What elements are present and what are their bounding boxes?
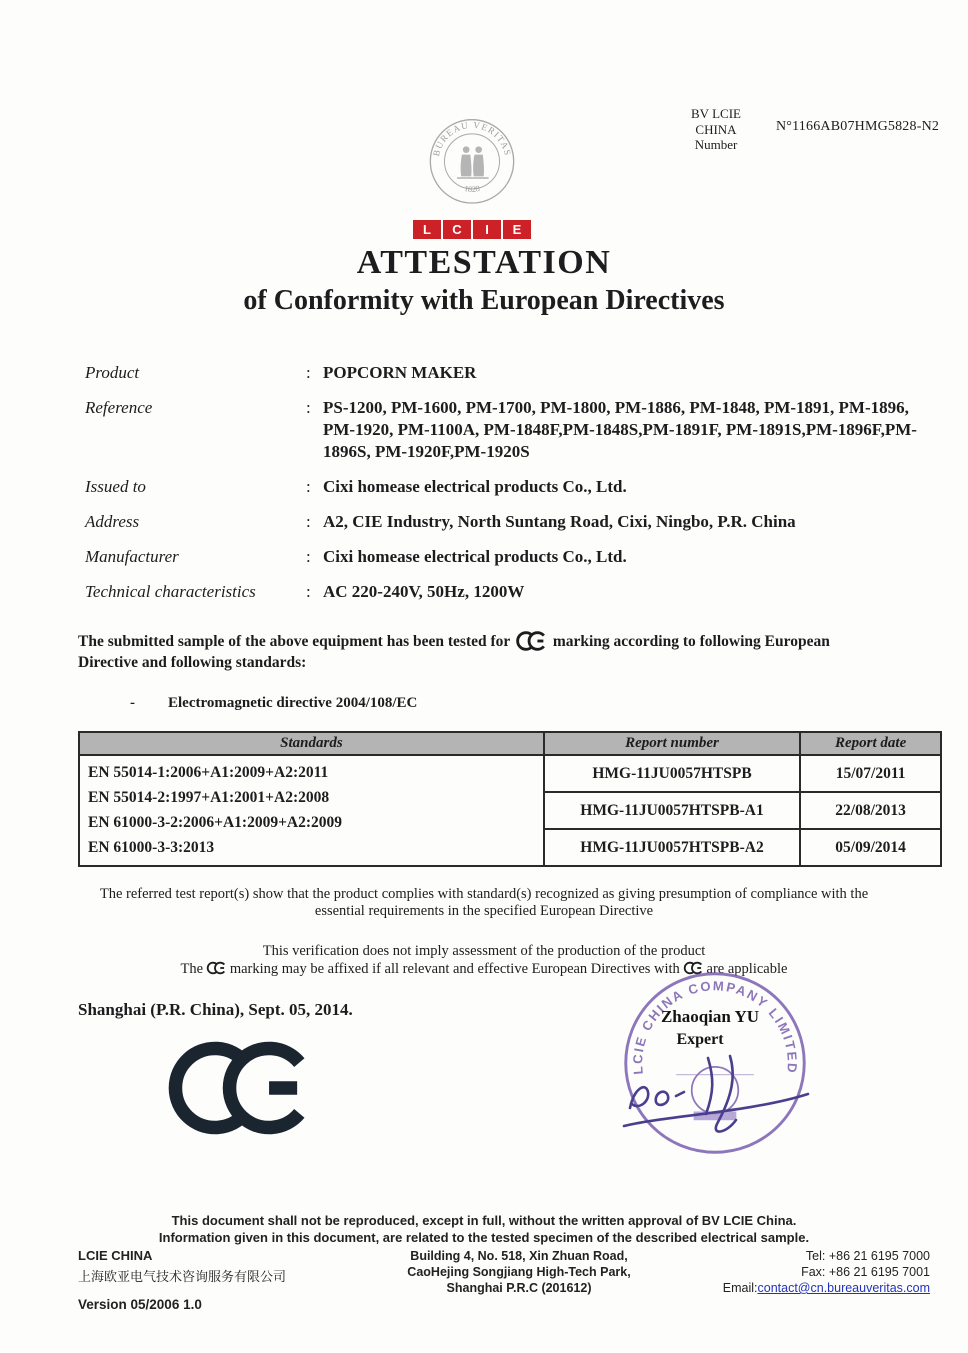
field-value-issued-to: Cixi homease electrical products Co., Ltd. [323,477,627,496]
field-label-reference: Reference [85,398,153,417]
table-row [79,755,941,792]
footer-contacts [698,1248,930,1296]
standards-cell [79,755,544,866]
footer-address [340,1248,698,1296]
marking-text-before: The [180,961,204,977]
tested-text-before: The submitted sample of the above equipment has been tested for [78,633,511,650]
field-label-product: Product [85,363,140,382]
standard-item: EN 55014-2:1997+A1:2001+A2:2008 [88,789,330,806]
title-line2: of Conformity with European Directives [243,285,725,316]
report-date-cell: 22/08/2013 [800,792,941,829]
field-colon: : [306,547,311,566]
field-value-product: POPCORN MAKER [323,363,477,382]
field-colon: : [306,477,311,496]
standard-item: EN 61000-3-3:2013 [88,839,215,856]
issuer-line-2: CHINA [695,121,737,137]
field-colon: : [306,398,311,417]
field-label-technical: Technical characteristics [85,582,256,601]
signer-title: Expert [676,1031,724,1048]
footer-address-line2: CaoHejing Songjiang High-Tech Park, [407,1265,631,1279]
footer-notice [0,1212,968,1246]
svg-text:BUREAU VERITAS [431,120,513,157]
tested-statement [78,630,890,673]
logo-ring-text: BUREAU VERITAS [431,119,513,158]
field-colon: : [306,512,311,531]
tested-text-after: marking according to following European Directive and following standards: [78,633,830,671]
footer-fax: Fax: +86 21 6195 7001 [801,1265,930,1279]
ce-mark-large-icon [163,1036,317,1140]
directive-item [130,695,417,712]
ce-mark-icon [515,630,548,652]
footer-address-line3: Shanghai P.R.C (201612) [446,1281,592,1295]
footer-contact-block [78,1248,930,1296]
signer-name: Zhaoqian YU [660,1007,760,1026]
standard-item: EN 61000-3-2:2006+A1:2009+A2:2009 [88,814,343,831]
marking-statement [0,961,968,978]
header-report-date: Report date [800,732,941,755]
standard-item: EN 55014-1:2006+A1:2009+A2:2011 [88,764,329,781]
header-report-number: Report number [544,732,800,755]
compliance-statement: The referred test report(s) show that the product complies with standard(s) recognized as giving presumption of compliance with the essential requirements in the specified European Directive [99,886,869,919]
field-value-manufacturer: Cixi homease electrical products Co., Ltd. [323,547,627,566]
report-number-cell: HMG-11JU0057HTSPB-A1 [544,792,800,829]
marking-text-after: are applicable [706,961,788,977]
footer-tel: Tel: +86 21 6195 7000 [805,1249,930,1263]
place-date: Shanghai (P.R. China), Sept. 05, 2014. [78,1000,353,1019]
directive-text: Electromagnetic directive 2004/108/EC [168,695,418,711]
logo-year-text: 1828 [463,183,481,194]
table-header-row [79,732,941,755]
notice-line1: This document shall not be reproduced, except in full, without the written approval of BV LCIE China. [171,1213,797,1228]
bureau-veritas-logo [404,110,540,239]
footer-company-en: LCIE CHINA [78,1248,153,1263]
directive-dash: - [130,695,135,711]
report-date-cell: 15/07/2011 [800,755,941,792]
ce-mark-icon [206,961,227,975]
lcie-banner-letter: C [441,220,471,239]
footer-email-line [698,1280,930,1296]
lcie-banner [413,220,531,239]
document-title [0,244,968,317]
footer-company [78,1248,340,1285]
version-label: Version 05/2006 1.0 [78,1297,202,1312]
stamp-ring-text: LCIE CHINA COMPANY LIMITED [630,978,800,1076]
footer-email-link[interactable]: contact@cn.bureauveritas.com [757,1281,930,1295]
signature-icon [612,1030,822,1150]
logo-figures-icon [457,146,489,178]
certificate-fields [85,362,917,603]
report-date-cell: 05/09/2014 [800,829,941,866]
issuer-block [684,106,748,153]
issuer-line-1: BV LCIE [691,106,741,121]
report-number-cell: HMG-11JU0057HTSPB [544,755,800,792]
svg-text:1828 [463,184,480,194]
footer-company-cn: 上海欧亚电气技术咨询服务有限公司 [78,1269,287,1284]
field-value-address: A2, CIE Industry, North Suntang Road, Cixi, Ningbo, P.R. China [323,512,796,531]
issuer-line-3: Number [694,137,738,153]
field-colon: : [306,582,311,601]
bureau-veritas-emblem-icon [422,110,522,216]
field-value-reference: PS-1200, PM-1600, PM-1700, PM-1800, PM-1886, PM-1848, PM-1891, PM-1896, PM-1920, PM-1100A, PM-1848F,PM-1848S,PM-1891F, PM-1891S,PM-1896F,PM-1896S, PM-1920F,PM-1920S [323,398,917,461]
standards-table [78,731,942,867]
footer-address-line1: Building 4, No. 518, Xin Zhuan Road, [410,1249,628,1263]
field-colon: : [306,363,311,382]
marking-text-mid: marking may be affixed if all relevant and effective European Directives with [229,961,680,977]
notice-line2: Information given in this document, are related to the tested specimen of the described electrical sample. [158,1230,810,1245]
header-standards: Standards [79,732,544,755]
field-value-technical: AC 220-240V, 50Hz, 1200W [323,582,525,601]
lcie-banner-letter: I [471,220,501,239]
verification-statement: This verification does not imply assessment of the production of the product [262,943,706,959]
field-label-manufacturer: Manufacturer [85,547,179,566]
field-label-address: Address [85,512,140,531]
lcie-banner-letter: E [501,220,531,239]
title-line1: ATTESTATION [356,244,612,281]
footer-email-label: Email: [722,1281,758,1295]
lcie-banner-letter: L [423,222,431,237]
report-number-cell: HMG-11JU0057HTSPB-A2 [544,829,800,866]
field-label-issued-to: Issued to [85,477,146,496]
certificate-number: N°1166AB07HMG5828-N2 [776,119,940,134]
